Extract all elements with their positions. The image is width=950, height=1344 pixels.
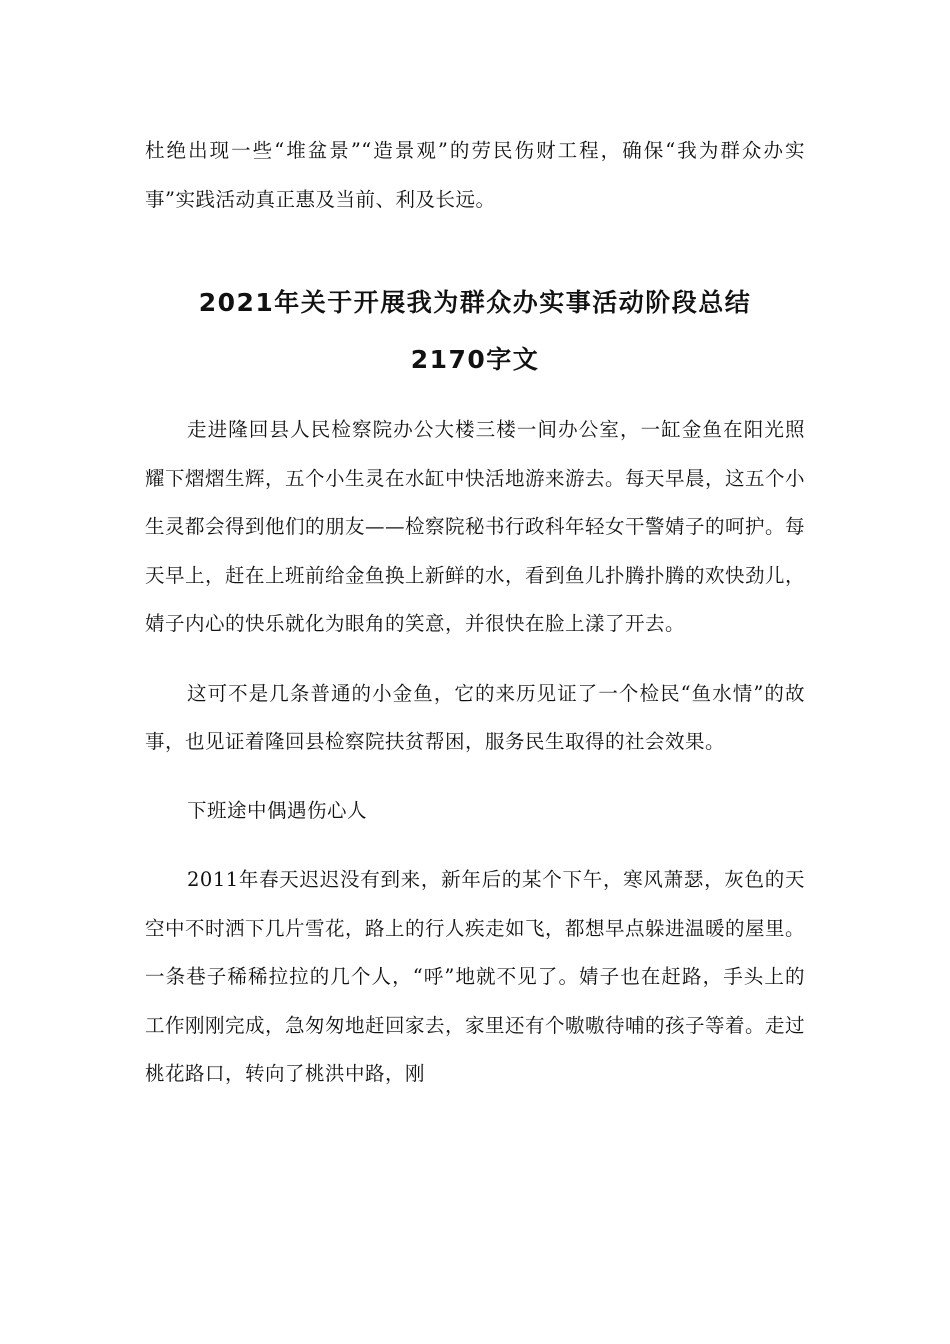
document-body [145, 127, 805, 1099]
paragraph-spring: 2011年春天迟迟没有到来，新年后的某个下午，寒风萧瑟，灰色的天空中不时洒下几片雪花，路上的行人疾走如飞，都想早点躲进温暖的屋里。一条巷子稀稀拉拉的几个人，“呼”地就不见了。婧子也在赶路，手头上的工作刚刚完成，急匆匆地赶回家去，家里还有个嗷嗷待哺的孩子等着。走过桃花路口，转向了桃洪中路，刚 [145, 868, 806, 1085]
paragraph-goldfish: 走进隆回县人民检察院办公大楼三楼一间办公室，一缸金鱼在阳光照耀下熠熠生辉，五个小生灵在水缸中快活地游来游去。每天早晨，这五个小生灵都会得到他们的朋友——检察院秘书行政科年轻女干警婧子的呵护。每天早上，赶在上班前给金鱼换上新鲜的水，看到鱼儿扑腾扑腾的欢快劲儿，婧子内心的快乐就化为眼角的笑意，并很快在脸上漾了开去。 [145, 418, 806, 635]
document-title [145, 274, 805, 388]
intro-paragraph: 杜绝出现一些“堆盆景”“造景观”的劳民伤财工程，确保“我为群众办实事”实践活动真正惠及当前、利及长远。 [145, 139, 805, 211]
paragraph-fish-water: 这可不是几条普通的小金鱼，它的来历见证了一个检民“鱼水情”的故事，也见证着隆回县检察院扶贫帮困，服务民生取得的社会效果。 [145, 681, 805, 753]
title-line-2: 2170字文 [410, 345, 540, 374]
title-line-1: 2021年关于开展我为群众办实事活动阶段总结 [198, 288, 752, 317]
section-heading: 下班途中偶遇伤心人 [187, 798, 368, 822]
